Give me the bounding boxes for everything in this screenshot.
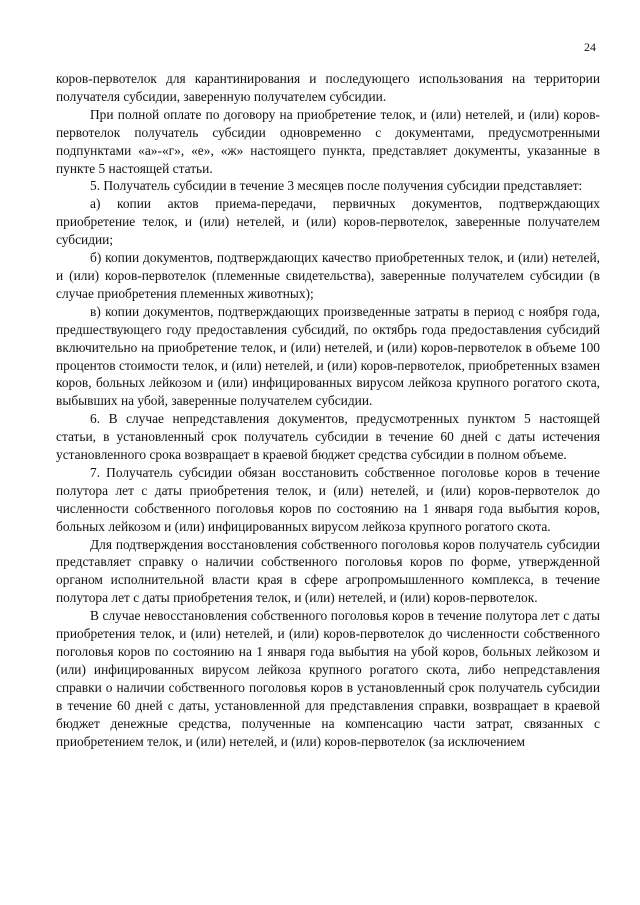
document-body <box>56 70 600 750</box>
page-number: 24 <box>584 40 596 54</box>
paragraph: 5. Получатель субсидии в течение 3 месяцев после получения субсидии представляет: <box>90 178 583 194</box>
paragraph: коров-первотелок для карантинирования и последующего использования на территории получателя субсидии, заверенную получателем субсидии. <box>56 71 600 104</box>
paragraph: В случае невосстановления собственного поголовья коров в течение полутора лет с даты приобретения телок, и (или) нетелей, и (или) коров-первотелок до численности собственного поголовья коров по состоянию на 1 января года выбытия на убой коров, больных лейкозом и (или) инфицированных вирусом лейкоза крупного рогатого скота, либо непредставления справки о наличии собственного поголовья коров в установленный срок получатель субсидии в течение 60 дней с даты, установленной для представления справки, возвращает в краевой бюджет денежные средства, полученные на компенсацию части затрат, связанных с приобретением телок, и (или) нетелей, и (или) коров-первотелок (за исключением <box>56 608 600 749</box>
paragraph: Для подтверждения восстановления собственного поголовья коров получатель субсидии представляет справку о наличии собственного поголовья коров по форме, утвержденной органом исполнительной власти края в сфере агропромышленного комплекса, в течение полутора лет с даты приобретения телок, и (или) нетелей, и (или) коров-первотелок. <box>56 536 600 606</box>
paragraph: б) копии документов, подтверждающих качество приобретенных телок, и (или) нетелей, и (или) коров-первотелок (племенные свидетельства), заверенные получателем субсидии (в случае приобретения племенных животных); <box>56 250 600 301</box>
paragraph: 7. Получатель субсидии обязан восстановить собственное поголовье коров в течение полутора лет с даты приобретения телок, и (или) нетелей, и (или) коров-первотелок до численности собственного поголовья коров по состоянию на 1 января года выбытия коров, больных лейкозом и (или) инфицированных вирусом лейкоза крупного рогатого скота. <box>56 464 600 534</box>
paragraph: а) копии актов приема-передачи, первичных документов, подтверждающих приобретение телок, и (или) нетелей, и (или) коров-первотелок, заверенные получателем субсидии; <box>56 196 600 248</box>
paragraph: 6. В случае непредставления документов, предусмотренных пунктом 5 настоящей статьи, в установленный срок получатель субсидии в течение 60 дней с даты истечения установленного срока возвращает в краевой бюджет средства субсидии в полном объеме. <box>56 411 600 463</box>
paragraph: При полной оплате по договору на приобретение телок, и (или) нетелей, и (или) коров-первотелок получатель субсидии одновременно с документами, предусмотренными подпунктами «а»-«г», «е», «ж» настоящего пункта, представляет документы, указанные в пункте 5 настоящей статьи. <box>56 106 600 176</box>
paragraph: в) копии документов, подтверждающих произведенные затраты в период с ноября года, предшествующего году предоставления субсидий, по октябрь года предоставления субсидий включительно на приобретение телок, и (или) нетелей, и (или) коров-первотелок в объеме 100 процентов стоимости телок, и (или) нетелей, и (или) коров-первотелок, приобретенных взамен коров, больных лейкозом и (или) инфицированных вирусом лейкоза крупного рогатого скота, выбывших на убой, заверенные получателем субсидии. <box>56 303 600 409</box>
